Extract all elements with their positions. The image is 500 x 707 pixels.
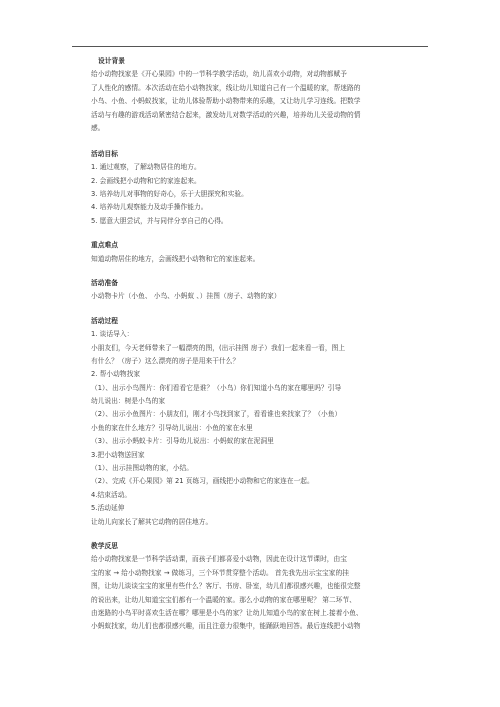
section-heading: 重点难点 [91,241,118,250]
header-rule [72,46,428,47]
paragraph-line: 了人性化的感情。本次活动在给小动物找家，线让幼儿知道自己有一个温暖的家，帮迷路的 [91,83,361,92]
section-heading: 活动准备 [91,278,118,287]
list-item: 5. 愿意大胆尝试，并与同伴分享自己的心得。 [91,216,228,225]
paragraph-line: 小动物卡片（小鱼、 小鸟、小蚂蚁 、）挂图（房子、动物的家） [91,292,281,301]
paragraph-line: 小朋友们，今天老师带来了一幅漂亮的图，(出示挂图 房子）我们一起来看一看，图上 [91,343,346,352]
paragraph-line: （1）、出示小鸟图片：你们看看它是谁？（小鸟）你们知道小鸟的家在哪里吗？引导 [91,383,342,392]
paragraph-line: （2）、完成《开心果园》第 21 页练习，画线把小动物和它的家连在一起。 [91,477,314,486]
paragraph-line: 图，让幼儿谈谈宝宝的家里有些什么？客厅、书房、卧室，幼儿们都很感兴趣，也能很完整 [91,582,361,591]
paragraph-line: 4.结束活动。 [91,490,132,499]
section-goals [91,148,429,228]
paragraph-line: 小鱼的家在什么地方？引导幼儿说出：小鱼的家在水里 [91,423,253,432]
paragraph-line: 有什么？（房子）这么漂亮的房子是用来干什么？ [91,356,240,365]
section-preparation [91,277,429,304]
paragraph-line: （2）、出示小鱼图片：小朋友们，刚才小鸟找到家了，看看谁也来找家了？（小鱼） [91,410,342,419]
paragraph-line: 幼儿说出：树是小鸟的家 [91,397,166,406]
section-heading: 教学反思 [91,542,118,550]
paragraph-line: 2. 帮小动物找家 [91,370,141,379]
list-item: 3. 培养幼儿对事物的好奇心，乐于大胆探究和实验。 [91,190,248,199]
paragraph-line: 3.把小动物送回家 [91,450,145,459]
list-item: 2. 会画线把小动物和它的家连起来。 [91,176,201,185]
section-key-points [91,239,429,266]
list-item: 1. 通过观察，了解动物居住的地方。 [91,163,201,172]
section-process [91,315,429,529]
paragraph-line: 5.活动延伸 [91,504,125,513]
paragraph-line: 感。 [91,123,105,132]
paragraph-line: 给小动物找家是一节科学活动课，而孩子们都喜爱小动物，因此在设计这节课时，由宝 [91,555,348,564]
paragraph-line: 由迷路的小鸟平时喜欢生活在哪？哪里是小鸟的家？让幼儿知道小鸟的家在树上.接着小鱼、 [91,608,363,617]
paragraph-line: 给小动物找家是《开心果园》中的一节科学教学活动，幼儿喜欢小动物，对动物都赋予 [91,70,348,79]
paragraph-line: （1）、出示挂图动物的家，小结。 [91,464,194,473]
section-heading: 设计背景 [98,57,125,65]
section-reflection [91,540,429,634]
paragraph-line: 活动与有趣的游戏活动紧密结合起来，激发幼儿对数学活动的兴趣，培养幼儿关爱动物的情 [91,110,361,119]
section-heading: 活动过程 [91,316,118,325]
document-body [91,55,429,634]
list-item: 4. 培养幼儿观察能力及动手操作能力。 [91,203,208,212]
paragraph-line: 宝的家 → 给小动物找家 → 做练习，三个环节贯穿整个活动。 首先我先出示宝宝家的挂 [91,568,349,577]
paragraph-line: 小鸟、小鱼、小蚂蚁找家，让幼儿体验帮助小动物带来的乐趣，又让幼儿学习连线。把数学 [91,97,361,106]
paragraph-line: 的说出来，让幼儿知道宝宝们都有一个温暖的家。那么小动物的家在哪里呢？ 第二环节、 [91,595,356,604]
paragraph-line: 让幼儿向家长了解其它动物的居住地方。 [91,517,213,526]
paragraph-line: 小蚂蚁找家，幼儿们也都很感兴趣，而且注意力很集中，能踊跃地回答。最后连线把小动物 [91,622,361,631]
section-background [91,55,429,135]
paragraph-line: 1. 谈话导入： [91,330,134,339]
section-heading: 活动目标 [91,149,118,158]
paragraph-line: 知道动物居住的地方，会画线把小动物和它的家连起来。 [91,254,260,263]
paragraph-line: （3）、出示小蚂蚁卡片：引导幼儿说出：小蚂蚁的家在泥洞里 [91,437,274,446]
